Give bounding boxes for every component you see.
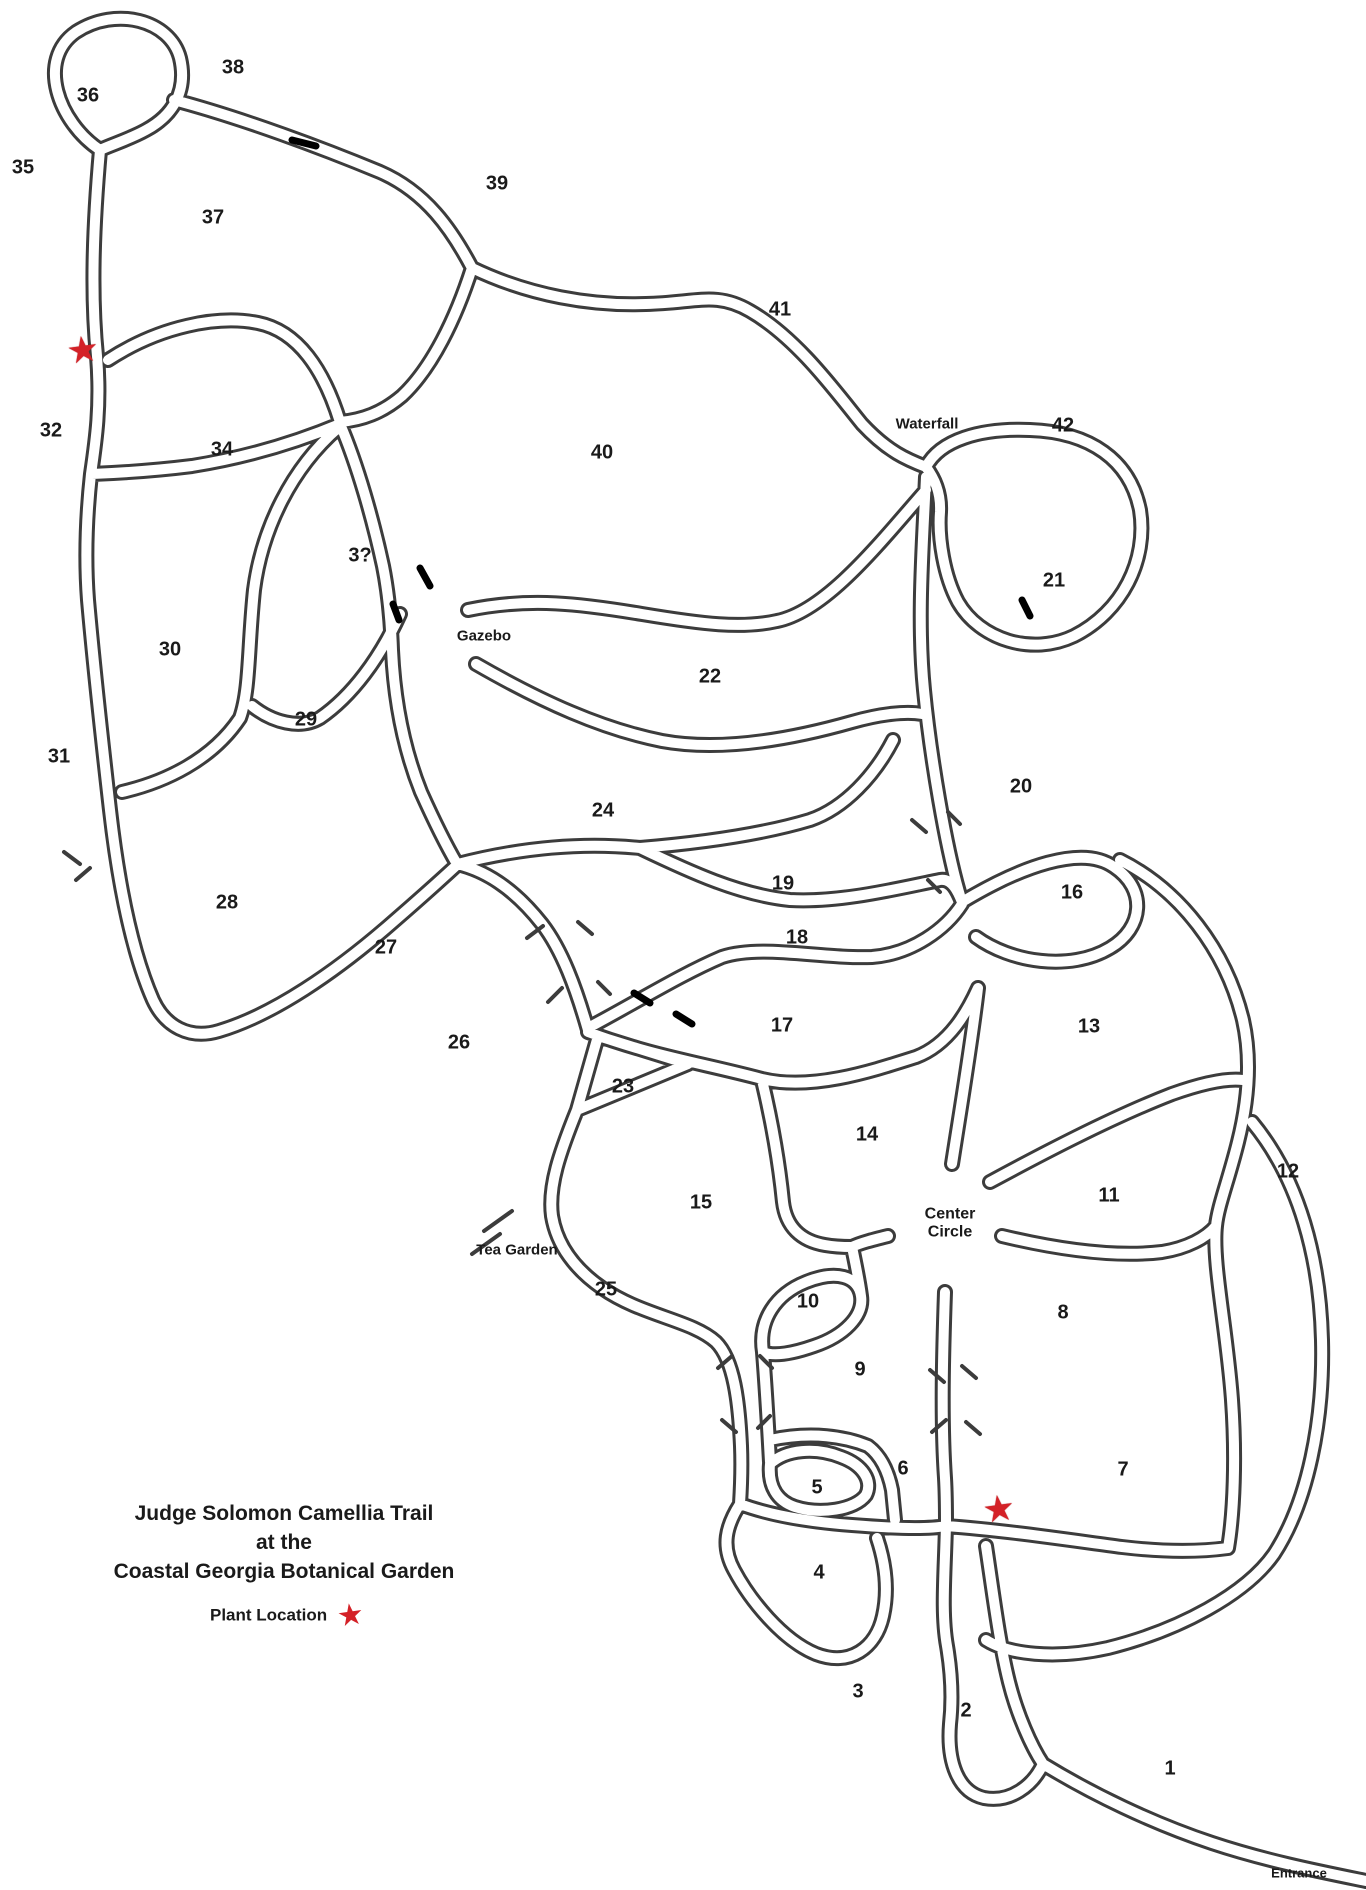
- region-label-19: 19: [771, 872, 795, 895]
- plant-location-star-icon: ★: [64, 327, 102, 374]
- region-label-28: 28: [215, 891, 239, 914]
- region-label-30: 30: [158, 638, 182, 661]
- region-label-22: 22: [698, 665, 722, 688]
- region-label-5: 5: [811, 1476, 823, 1499]
- region-label-7: 7: [1117, 1458, 1129, 1481]
- region-label-24: 24: [591, 799, 615, 822]
- region-label-2: 2: [960, 1699, 972, 1722]
- region-label-42: 42: [1051, 414, 1075, 437]
- feature-label-gazebo: Gazebo: [456, 627, 512, 645]
- region-label-34: 34: [210, 438, 234, 461]
- region-label-17: 17: [770, 1014, 794, 1037]
- region-label-29: 29: [294, 708, 318, 731]
- region-label-13: 13: [1077, 1015, 1101, 1038]
- region-label-20: 20: [1009, 775, 1033, 798]
- region-label-27: 27: [374, 936, 398, 959]
- legend-plant-location-star-icon: ★: [334, 1596, 367, 1635]
- region-label-26: 26: [447, 1031, 471, 1054]
- feature-label-waterfall: Waterfall: [895, 415, 959, 433]
- region-label-31: 31: [47, 745, 71, 768]
- region-label-12: 12: [1276, 1160, 1300, 1183]
- region-label-11: 11: [1098, 1184, 1120, 1207]
- title-line-2: at the: [255, 1530, 312, 1554]
- region-label-37: 37: [201, 206, 225, 229]
- region-label-32: 32: [39, 419, 63, 442]
- region-label-10: 10: [796, 1290, 820, 1313]
- region-label-25: 25: [594, 1278, 618, 1301]
- region-label-16: 16: [1060, 881, 1084, 904]
- region-label-21: 21: [1042, 569, 1066, 592]
- legend-plant-location-label: Plant Location: [209, 1605, 328, 1625]
- region-label-36: 36: [76, 84, 100, 107]
- region-label-38: 38: [221, 56, 245, 79]
- region-label-39: 39: [485, 172, 509, 195]
- region-label-6: 6: [897, 1457, 909, 1480]
- region-label-9: 9: [854, 1358, 866, 1381]
- region-label-8: 8: [1057, 1301, 1069, 1324]
- map-title: [88, 1500, 480, 1587]
- title-line-3: Coastal Georgia Botanical Garden: [113, 1559, 455, 1583]
- feature-label-tea-garden: Tea Garden: [476, 1241, 558, 1259]
- plant-location-star-icon: ★: [980, 1486, 1018, 1533]
- legend: [172, 1598, 402, 1633]
- region-label-35: 35: [11, 156, 35, 179]
- region-label-15: 15: [689, 1191, 713, 1214]
- region-label-3: 3: [852, 1680, 864, 1703]
- region-label-4: 4: [813, 1561, 825, 1584]
- feature-label-entrance: Entrance: [1271, 1865, 1327, 1881]
- region-label-18: 18: [785, 926, 809, 949]
- region-label-1: 1: [1164, 1757, 1176, 1780]
- feature-label-center-circle: Center Circle: [924, 1205, 976, 1241]
- region-label-40: 40: [590, 441, 614, 464]
- region-label-3?: 3?: [348, 544, 372, 567]
- region-label-41: 41: [768, 298, 792, 321]
- title-line-1: Judge Solomon Camellia Trail: [134, 1502, 434, 1525]
- region-label-14: 14: [855, 1123, 879, 1146]
- region-label-23: 23: [611, 1075, 635, 1098]
